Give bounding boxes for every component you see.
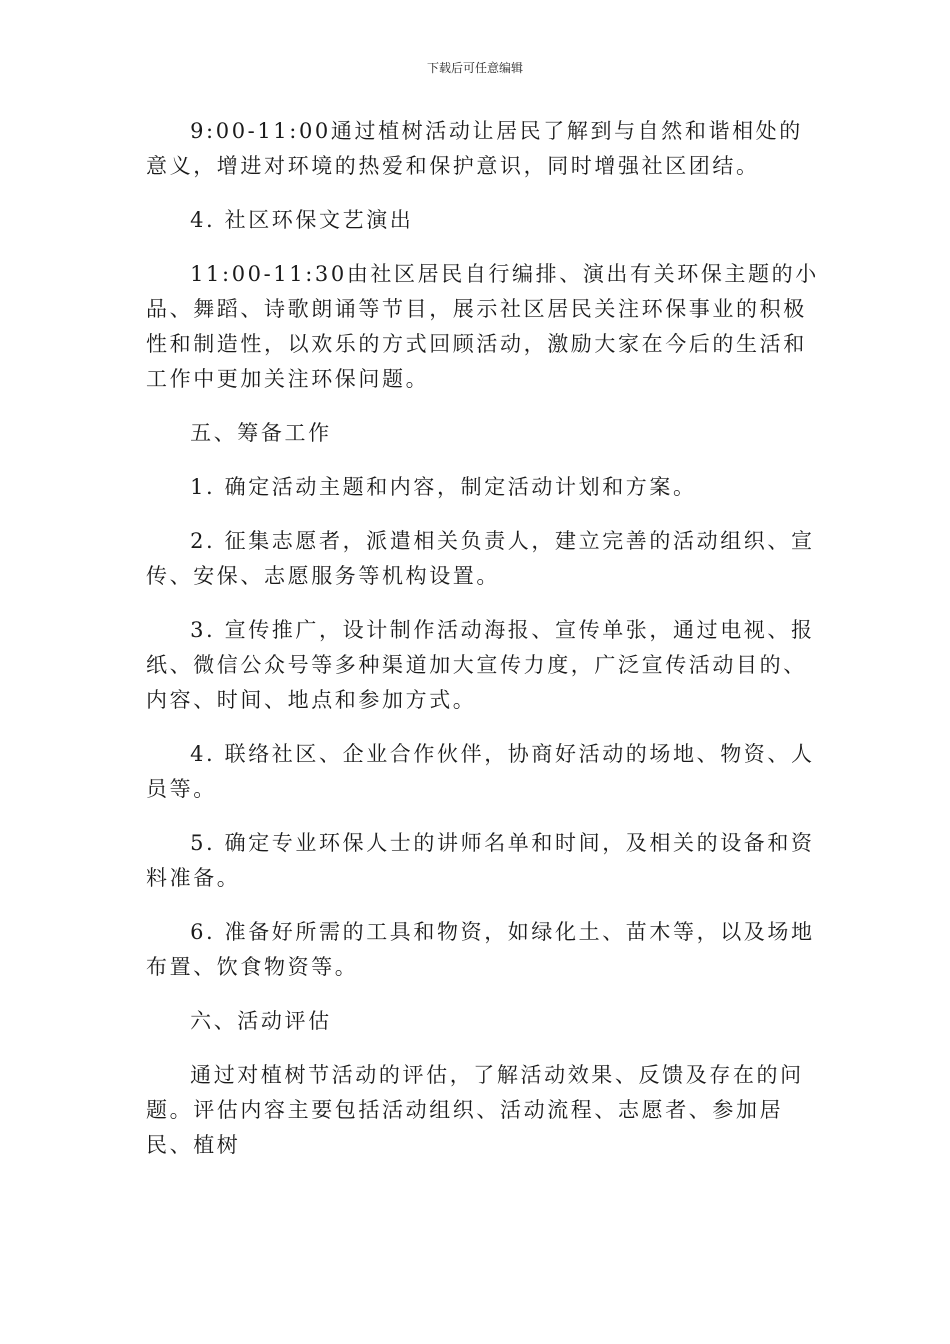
list-item-prep-2: 2. 征集志愿者，派遣相关负责人，建立完善的活动组织、宣传、安保、志愿服务等机构设置。: [146, 529, 815, 588]
section-heading-preparation: 五、筹备工作: [190, 421, 332, 445]
document-body: [146, 114, 826, 1182]
paragraph-evaluation: 通过对植树节活动的评估，了解活动效果、反馈及存在的问题。评估内容主要包括活动组织、活动流程、志愿者、参加居民、植树: [146, 1063, 804, 1157]
header-note: 下载后可任意编辑: [426, 61, 523, 75]
section-heading-evaluation: 六、活动评估: [190, 1009, 332, 1033]
paragraph-schedule-performance: 11:00-11:30由社区居民自行编排、演出有关环保主题的小品、舞蹈、诗歌朗诵等节目，展示社区居民关注环保事业的积极性和制造性，以欢乐的方式回顾活动，激励大家在今后的生活和工作中更加关注环保问题。: [146, 262, 819, 391]
paragraph-schedule-planting: 9:00-11:00通过植树活动让居民了解到与自然和谐相处的意义，增进对环境的热爱和保护意识，同时增强社区团结。: [146, 119, 803, 178]
list-item-prep-6: 6. 准备好所需的工具和物资，如绿化土、苗木等，以及场地布置、饮食物资等。: [146, 920, 815, 979]
list-item-prep-1: 1. 确定活动主题和内容，制定活动计划和方案。: [190, 475, 697, 499]
list-item-prep-4: 4. 联络社区、企业合作伙伴，协商好活动的场地、物资、人员等。: [146, 742, 815, 801]
item-heading-performance: 4. 社区环保文艺演出: [190, 208, 414, 232]
list-item-prep-3: 3. 宣传推广，设计制作活动海报、宣传单张，通过电视、报纸、微信公众号等多种渠道加大宣传力度，广泛宣传活动目的、内容、时间、地点和参加方式。: [146, 618, 815, 712]
list-item-prep-5: 5. 确定专业环保人士的讲师名单和时间，及相关的设备和资料准备。: [146, 831, 815, 890]
